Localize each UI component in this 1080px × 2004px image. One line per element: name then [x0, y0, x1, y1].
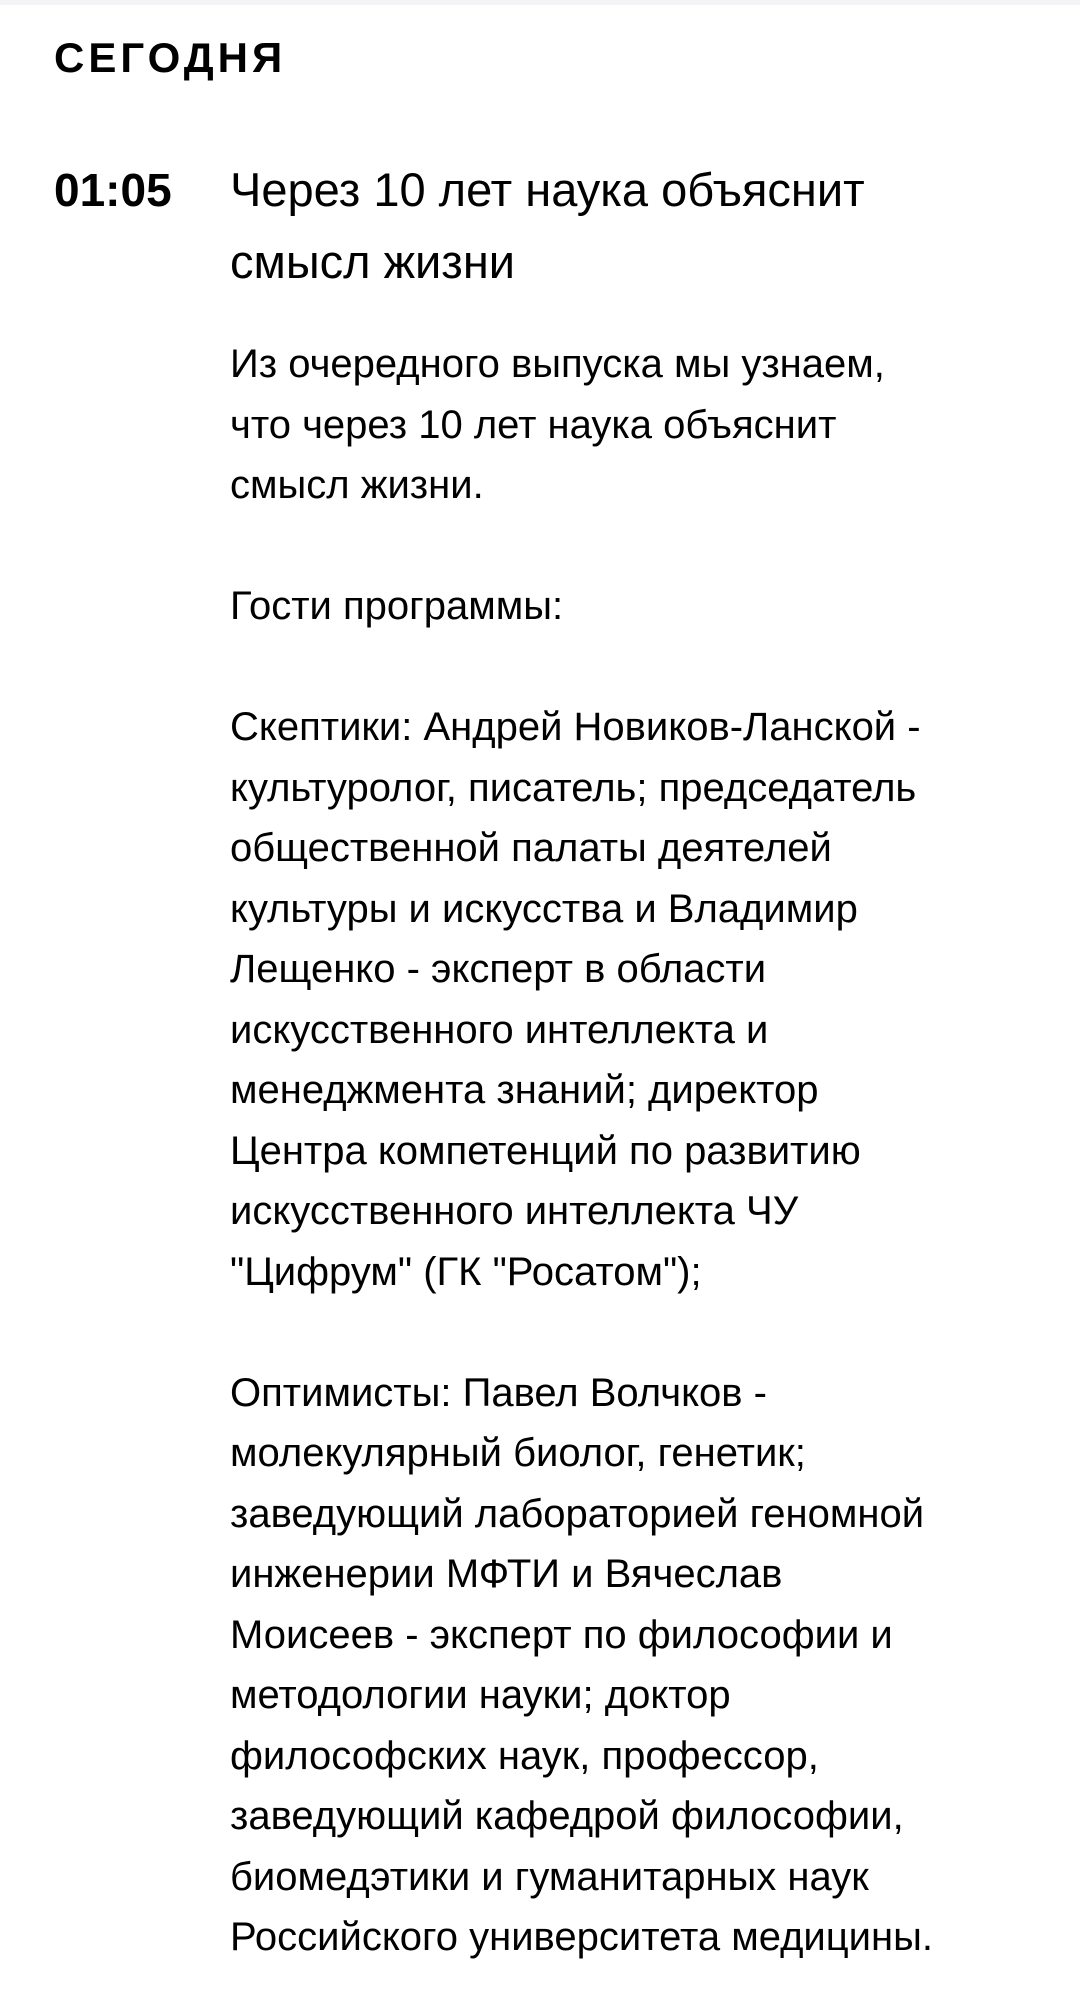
program-description: Из очередного выпуска мы узнаем, что через 10 лет наука объяснит смысл жизни. Гости программы: Скептики: Андрей Новиков-Ланской - культуролог, писатель; председатель общественной палаты деятелей культуры и искусства и Владимир Лещенко - эксперт в области искусственного интеллекта и менеджмента знаний; директор Центра компетенций по развитию искусственного интеллекта ЧУ "Цифрум" (ГК "Росатом"); Оптимисты: Павел Волчков - молекулярный биолог, генетик; заведующий лабораторией геномной инженерии МФТИ и Вячеслав Моисеев - эксперт по философии и методологии науки; доктор философских наук, профессор, заведующий кафедрой философии, биомедэтики и гуманитарных наук Российского университета медицины. — [230, 342, 933, 1959]
top-divider — [0, 0, 1080, 5]
program-time: 01:05 — [54, 164, 172, 216]
program-title: Через 10 лет наука объяснит смысл жизни — [230, 163, 865, 288]
section-heading-today: СЕГОДНЯ — [54, 34, 287, 81]
program-body — [230, 154, 1070, 1968]
